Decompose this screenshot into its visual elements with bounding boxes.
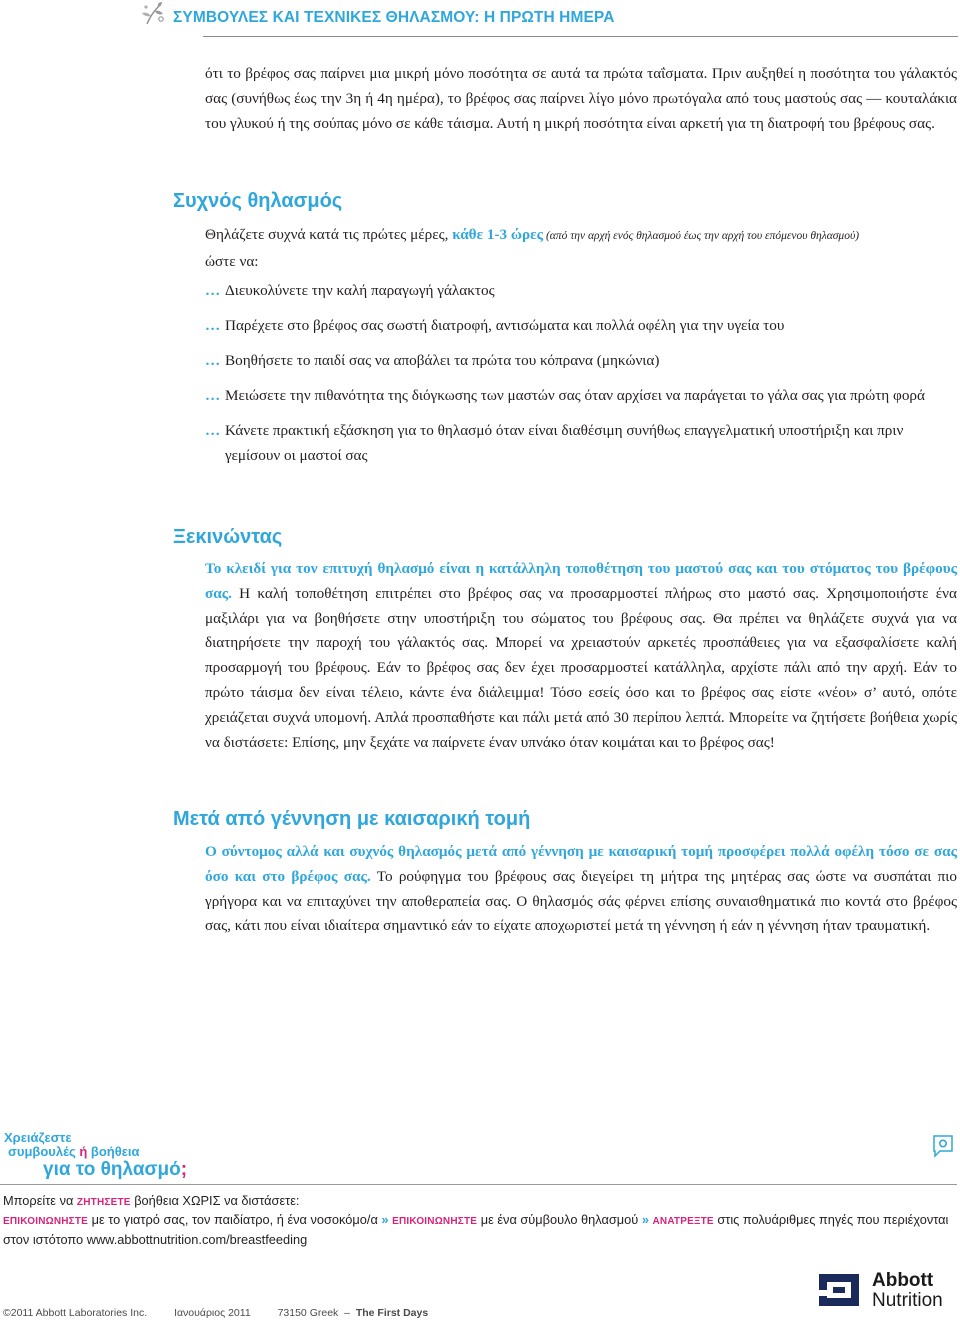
- footer-ask-line: [3, 1192, 958, 1212]
- intro-after: ώστε να:: [205, 253, 259, 270]
- bullet-marker: …: [205, 352, 221, 369]
- copyright-date: Ιανουάριος 2011: [174, 1307, 251, 1319]
- list-item-text: Μειώσετε την πιθανότητα της διόγκωσης των μαστών σας όταν αρχίσει να παράγεται το γάλα σας για πρώτη φορά: [225, 387, 925, 404]
- cesarean-body: Το ρούφηγμα του βρέφους σας διεγείρει τη μήτρα της μητέρας σας ώστε να συσπάται πιο γρήγορα και να επιταχύνει την αποθεραπεία σας. Ο θηλασμός σάς φέρνει επίσης συναισθηματικά πιο κοντά στο βρέφος σας, κάτι που είναι ιδιαίτερα σημαντικό εάν το είχατε αποχωριστεί μετά τη γέννηση ή εάν η γέννηση ήταν τραυματική.: [205, 867, 957, 935]
- copyright-dash: –: [341, 1307, 353, 1319]
- arrow-glyph: »: [381, 1212, 389, 1227]
- header-divider: [203, 36, 958, 37]
- list-item: [205, 313, 957, 338]
- starting-paragraph: [205, 557, 957, 755]
- promo-line-2: [8, 1144, 140, 1159]
- promo-question-mark: ;: [180, 1159, 188, 1180]
- opening-paragraph: ότι το βρέφος σας παίρνει μια μικρή μόνο ποσότητα σε αυτά τα πρώτα ταΐσματα. Πριν αυξηθεί η ποσότητα του γάλακτός σας (συνήθως έως την 3η ή 4η ημέρα), το βρέφος σας παίρνει λίγο μόνο πρωτόγαλα από τους μαστούς σας — κουταλάκια του γλυκού ή της σούπας μόνο σε κάθε τάισμα. Αυτή η μικρή ποσότητα είναι αρκετή για τη διατροφή του βρέφους σας.: [205, 65, 957, 132]
- cesarean-paragraph: [205, 840, 957, 939]
- footer-text: βοήθεια ΧΩΡΙΣ να διστάσετε:: [130, 1193, 300, 1208]
- logo-name: Abbott: [872, 1270, 934, 1291]
- intro-note: (από την αρχή ενός θηλασμού έως την αρχή του επόμενου θηλασμού): [543, 230, 860, 242]
- promo-text: για το θηλασμό: [43, 1159, 181, 1180]
- contact-consultant-text: με ένα σύμβουλο θηλασμού: [477, 1212, 642, 1227]
- bullet-marker: …: [205, 387, 221, 404]
- copyright-line: [3, 1307, 428, 1319]
- list-item: [205, 418, 957, 468]
- bullet-marker: …: [205, 282, 221, 299]
- section-heading-frequent: Συχνός θηλασμός: [173, 190, 343, 212]
- copyright-title: The First Days: [355, 1307, 429, 1319]
- bullet-marker: …: [205, 317, 221, 334]
- footer-contacts: [3, 1211, 958, 1249]
- flower-sprig-icon: [141, 2, 167, 26]
- section-heading-cesarean: Μετά από γέννηση με καισαρική τομή: [173, 808, 531, 830]
- page-header: [0, 0, 960, 46]
- logo-sub: Nutrition: [872, 1290, 943, 1311]
- promo-line-1: Χρειάζεστε: [4, 1130, 72, 1145]
- promo-line-3: [43, 1159, 187, 1181]
- copyright-code: 73150 Greek: [277, 1307, 339, 1319]
- abbott-logo: [815, 1270, 955, 1314]
- footer-ask-cap: ΖΗΤΗΣΕΤΕ: [76, 1197, 131, 1208]
- list-item-text: Παρέχετε στο βρέφος σας σωστή διατροφή, αντισώματα και πολλά οφέλη για την υγεία του: [225, 317, 785, 334]
- copyright-company: ©2011 Abbott Laboratories Inc.: [3, 1307, 148, 1319]
- section-heading-starting: Ξεκινώντας: [173, 526, 283, 548]
- footer-text: Μπορείτε να: [3, 1193, 77, 1208]
- header-title: ΣΥΜΒΟΥΛΕΣ ΚΑΙ ΤΕΧΝΙΚΕΣ ΘΗΛΑΣΜΟΥ: Η ΠΡΩΤΗ ΗΜΕΡΑ: [173, 9, 615, 26]
- list-item-text: Βοηθήσετε το παιδί σας να αποβάλει τα πρώτα του κόπρανα (μηκώνια): [225, 352, 660, 369]
- contact-consultant-cap: ΕΠΙΚΟΙΝΩΝΗΣΤΕ: [392, 1216, 478, 1227]
- list-item: [205, 348, 957, 373]
- starting-body: Η καλή τοποθέτηση επιτρέπει στο βρέφος σας να προσαρμοστεί πλήρως στο μαστό σας. Χρησιμοποιήστε ένα μαξιλάρι για να βοηθήσετε στην υποστήριξη του σώματος του βρέφους σας. Θα πρέπει να θηλάζετε συχνά για να διατηρήσετε την παροχή του γάλακτός σας. Μπορεί να χρειαστούν αρκετές προσπάθειες για να εξασφαλίσετε καλή προσαρμογή του βρέφους. Εάν το βρέφος σας δεν έχει προσαρμοστεί κατάλληλα, αρχίστε πάλι από την αρχή. Εάν το πρώτο τάισμα δεν είναι τέλειο, κάντε ένα διάλειμμα! Τόσο εσείς όσο και το βρέφος σας είστε «νέοι» σ’ αυτό, οπότε χρειάζεται συχνά υπομονή. Απλά προσπαθήστε και πάλι μετά από 30 περίπου λεπτά. Μπορείτε να ζητήσετε βοήθεια χωρίς να διστάσετε: Επίσης, μην ξεχάτε να παίρνετε έναν υπνάκο όταν κοιμάται και το βρέφος σας!: [205, 584, 957, 751]
- intro-highlight: κάθε 1-3 ώρες: [452, 226, 544, 243]
- benefits-list: [205, 278, 957, 468]
- intro-text: Θηλάζετε συχνά κατά τις πρώτες μέρες,: [205, 226, 453, 243]
- footer-divider: [0, 1184, 957, 1185]
- list-item: [205, 383, 957, 408]
- contact-website-text: στις πολυάριθμες πηγές που περιέχονται στον ιστότοπο www.abbottnutrition.com/breastfeeding: [3, 1212, 949, 1247]
- abbott-logo-icon: [815, 1270, 863, 1310]
- speech-bubble-icon: [932, 1134, 954, 1158]
- frequent-intro: [205, 222, 957, 275]
- arrow-glyph: »: [641, 1212, 649, 1227]
- bullet-marker: …: [205, 422, 221, 439]
- list-item: [205, 278, 957, 303]
- list-item-text: Κάνετε πρακτική εξάσκηση για το θηλασμό όταν είναι διαθέσιμη συνήθως επαγγελματική υποστήριξη και πριν γεμίσουν οι μαστοί σας: [225, 422, 904, 464]
- contact-doctor-text: με το γιατρό σας, τον παιδίατρο, ή ένα νοσοκόμο/α: [88, 1212, 382, 1227]
- starting-highlight: Το κλειδί για τον επιτυχή θηλασμό είναι η κατάλληλη τοποθέτηση του μαστού σας και του στόματος του βρέφους σας.: [205, 560, 957, 602]
- promo-text: βοήθεια: [87, 1144, 140, 1159]
- promo-or: ή: [79, 1144, 88, 1159]
- contact-website-cap: ΑΝΑΤΡΕΞΤΕ: [652, 1216, 714, 1227]
- contact-doctor-cap: ΕΠΙΚΟΙΝΩΝΗΣΤΕ: [3, 1216, 89, 1227]
- promo-text: συμβουλές: [8, 1144, 80, 1159]
- cesarean-highlight: Ο σύντομος αλλά και συχνός θηλασμός μετά από γέννηση με καισαρική τομή προσφέρει πολλά οφέλη τόσο σε σας όσο και στο βρέφος σας.: [205, 843, 957, 885]
- list-item-text: Διευκολύνετε την καλή παραγωγή γάλακτος: [225, 282, 495, 299]
